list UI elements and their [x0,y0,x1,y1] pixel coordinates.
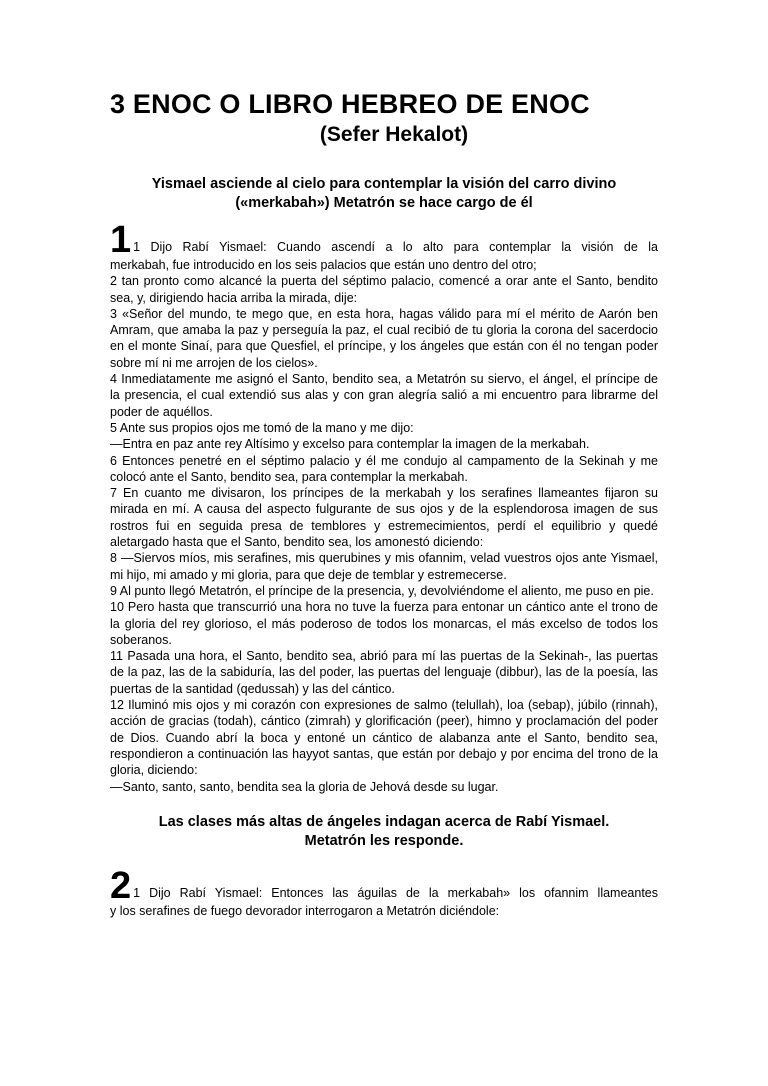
verse-text: 4 Inmediatamente me asignó el Santo, bendito sea, a Metatrón su siervo, el ángel, el príncipe de la presencia, el cual extendió sus alas y con gran alegría salió a mi encuentro para librarme del poder de aquéllos. [110,372,658,419]
section-2-heading-line-1: Las clases más altas de ángeles indagan acerca de Rabí Yismael. [158,813,610,830]
verse-text: 10 Pero hasta que transcurrió una hora no tuve la fuerza para entonar un cántico ante el trono de la gloria del rey glorioso, el más poderoso de todos los monarcas, el más excelso de todos los soberanos. [110,600,658,647]
verse-text: —Santo, santo, santo, bendita sea la gloria de Jehová desde su lugar. [110,779,499,794]
verse-text: y los serafines de fuego devorador interrogaron a Metatrón diciéndole: [110,903,500,918]
chapter-2-body [110,903,658,919]
verse-text: 5 Ante sus propios ojos me tomó de la mano y me dijo: [110,420,414,435]
verse-text: merkabah, fue introducido en los seis palacios que están uno dentro del otro; [110,258,537,272]
chapter-1-number: 1 [110,219,132,261]
verse-text: 9 Al punto llegó Metatrón, el príncipe de la presencia, y, devolviéndome el aliento, me puso en pie. [110,583,654,598]
document-title: 3 ENOC O LIBRO HEBREO DE ENOC [110,89,590,119]
verse-text: 11 Pasada una hora, el Santo, bendito sea, abrió para mí las puertas de la Sekinah-, las puertas de la paz, las de la sabiduría, las del poder, las puertas del lenguaje (dibbur), las de la poesía, las puertas de la santidad (qedussah) y las del cántico. [110,649,658,696]
chapter-1-body [110,257,658,795]
chapter-2-number: 2 [110,864,132,907]
chapter-1 [110,219,658,795]
verse-text: 7 En cuanto me divisaron, los príncipes de la merkabah y los serafines llameantes fijaron su mirada en mí. A causa del aspecto fulgurante de sus ojos y de la esplendorosa imagen de sus rostros fui en seguida presa de temblores y estremecimientos, perdí el equilibrio y quedé aletargado hasta que el Santo, bendito sea, los amonestó diciendo: [110,486,658,550]
chapter-2-first-line [110,864,658,907]
section-1-heading-line-2: («merkabah») Metatrón se hace cargo de él [235,195,533,211]
verse-text: —Entra en paz ante rey Altísimo y excelso para contemplar la imagen de la merkabah. [110,437,590,452]
document-subtitle: (Sefer Hekalot) [319,123,469,146]
verse-text: 6 Entonces penetré en el séptimo palacio y él me condujo al campamento de la Sekinah y me colocó ante el Santo, bendito sea, para contemplar la merkabah. [110,453,658,484]
section-1-heading-line-1: Yismael asciende al cielo para contemplar la visión del carro divino [151,176,617,192]
chapter-1-verse-1-start: 1 Dijo Rabí Yismael: Cuando ascendí a lo alto para contemplar la visión de la [133,240,658,254]
chapter-2-verse-1-start: 1 Dijo Rabí Yismael: Entonces las águilas de la merkabah» los ofannim llameantes [133,885,658,900]
verse-text: 2 tan pronto como alcancé la puerta del séptimo palacio, comencé a orar ante el Santo, bendito sea, y, dirigiendo hacia arriba la mirada, dije: [110,274,658,305]
section-2-heading-line-2: Metatrón les responde. [304,832,464,849]
verse-text: 12 Iluminó mis ojos y mi corazón con expresiones de salmo (telullah), loa (sebap), júbilo (rinnah), acción de gracias (todah), cántico (zimrah) y glorificación (peer), himno y proclamación del poder de Dios. Cuando abrí la boca y entoné un cántico de alabanza ante el Santo, bendito sea, respondieron a continuación las hayyot santas, que están por debajo y por encima del trono de la gloria, diciendo: [110,698,658,778]
chapter-1-first-line [110,219,658,261]
chapter-2 [110,864,658,919]
verse-text: 8 —Siervos míos, mis serafines, mis querubines y mis ofannim, velad vuestros ojos ante Yismael, mi hijo, mi amado y mi gloria, para que deje de temblar y estremecerse. [110,551,658,582]
section-2-heading [110,813,658,851]
section-1-heading [110,175,658,213]
verse-text: 3 «Señor del mundo, te mego que, en esta hora, hagas válido para mí el mérito de Aarón ben Amram, que amaba la paz y perseguía la paz, el cual recibió de tu gloria la corona del sacerdocio en el monte Sinaí, para que Quesfiel, el príncipe, y los ángeles que están con él no tengan poder sobre mí ni me arrojen de los cielos». [110,306,658,370]
